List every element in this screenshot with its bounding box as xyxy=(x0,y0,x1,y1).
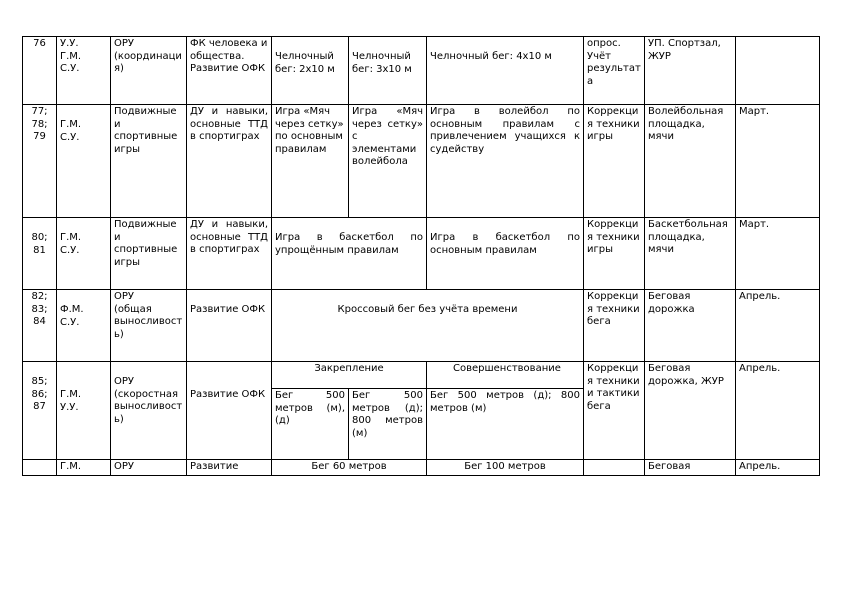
section-cell: ОРУ (координация) xyxy=(111,37,187,105)
teachers-cell: Г.М. С.У. xyxy=(57,218,111,290)
place-cell: Беговая дорожка xyxy=(645,290,736,362)
month-cell: Апрель. xyxy=(736,362,820,460)
place-cell: Беговая xyxy=(645,460,736,476)
task-cell: Кроссовый бег без учёта времени xyxy=(272,290,584,362)
section-cell: Подвижные и спортивные игры xyxy=(111,218,187,290)
place-cell: УП. Спортзал, ЖУР xyxy=(645,37,736,105)
table-row xyxy=(23,362,820,389)
control-cell: Коррекция техники игры xyxy=(584,218,645,290)
task-cell: Игра в баскетбол по упрощённым правилам xyxy=(272,218,427,290)
month-cell: Апрель. xyxy=(736,290,820,362)
table-row xyxy=(23,37,820,105)
table-row xyxy=(23,218,820,290)
month-cell: Март. xyxy=(736,218,820,290)
task-cell: Бег 500 метров (д); 800 метров (м) xyxy=(427,389,584,460)
teachers-cell: У.У. Г.М. С.У. xyxy=(57,37,111,105)
task-cell: Игра в баскетбол по основным правилам xyxy=(427,218,584,290)
table-row xyxy=(23,290,820,362)
lesson-number: 82; 83; 84 xyxy=(23,290,57,362)
topic-cell: Развитие xyxy=(187,460,272,476)
control-cell: Коррекция техники и тактики бега xyxy=(584,362,645,460)
table-row xyxy=(23,105,820,218)
task-cell: Бег 100 метров xyxy=(427,460,584,476)
topic-cell: Развитие ОФК xyxy=(187,290,272,362)
task-cell: Челночный бег: 2х10 м xyxy=(272,37,349,105)
topic-cell: Развитие ОФК xyxy=(187,362,272,460)
task-cell: Игра «Мяч через сетку» с элементами волейбола xyxy=(349,105,427,218)
teachers-cell: Г.М. xyxy=(57,460,111,476)
task-cell: Бег 500 метров (д); 800 метров (м) xyxy=(349,389,427,460)
teachers-cell: Ф.М. С.У. xyxy=(57,290,111,362)
lesson-number: 80; 81 xyxy=(23,218,57,290)
control-cell: Коррекция техники бега xyxy=(584,290,645,362)
lesson-number: 85; 86; 87 xyxy=(23,362,57,460)
subheader-cell: Закрепление xyxy=(272,362,427,389)
subheader-cell: Совершенствование xyxy=(427,362,584,389)
section-cell: ОРУ xyxy=(111,460,187,476)
lesson-plan-table xyxy=(22,36,820,476)
lesson-number xyxy=(23,460,57,476)
task-cell: Челночный бег: 4х10 м xyxy=(427,37,584,105)
topic-cell: ФК человека и общества. Развитие ОФК xyxy=(187,37,272,105)
task-cell: Бег 500 метров (м), (д) xyxy=(272,389,349,460)
lesson-number: 77; 78; 79 xyxy=(23,105,57,218)
teachers-cell: Г.М. С.У. xyxy=(57,105,111,218)
task-cell: Челночный бег: 3х10 м xyxy=(349,37,427,105)
task-cell: Игра в волейбол по основным правилам с привлечением учащихся к судейству xyxy=(427,105,584,218)
section-cell: ОРУ (скоростная выносливость) xyxy=(111,362,187,460)
section-cell: Подвижные и спортивные игры xyxy=(111,105,187,218)
control-cell: Коррекция техники игры xyxy=(584,105,645,218)
lesson-number: 76 xyxy=(23,37,57,105)
control-cell: опрос. Учёт результата xyxy=(584,37,645,105)
table-row xyxy=(23,460,820,476)
teachers-cell: Г.М. У.У. xyxy=(57,362,111,460)
section-cell: ОРУ (общая выносливость) xyxy=(111,290,187,362)
task-cell: Бег 60 метров xyxy=(272,460,427,476)
place-cell: Волейбольная площадка, мячи xyxy=(645,105,736,218)
task-cell: Игра «Мяч через сетку» по основным правилам xyxy=(272,105,349,218)
month-cell: Март. xyxy=(736,105,820,218)
topic-cell: ДУ и навыки, основные ТТД в спортиграх xyxy=(187,218,272,290)
control-cell xyxy=(584,460,645,476)
month-cell: Апрель. xyxy=(736,460,820,476)
place-cell: Беговая дорожка, ЖУР xyxy=(645,362,736,460)
place-cell: Баскетбольная площадка, мячи xyxy=(645,218,736,290)
month-cell xyxy=(736,37,820,105)
topic-cell: ДУ и навыки, основные ТТД в спортиграх xyxy=(187,105,272,218)
